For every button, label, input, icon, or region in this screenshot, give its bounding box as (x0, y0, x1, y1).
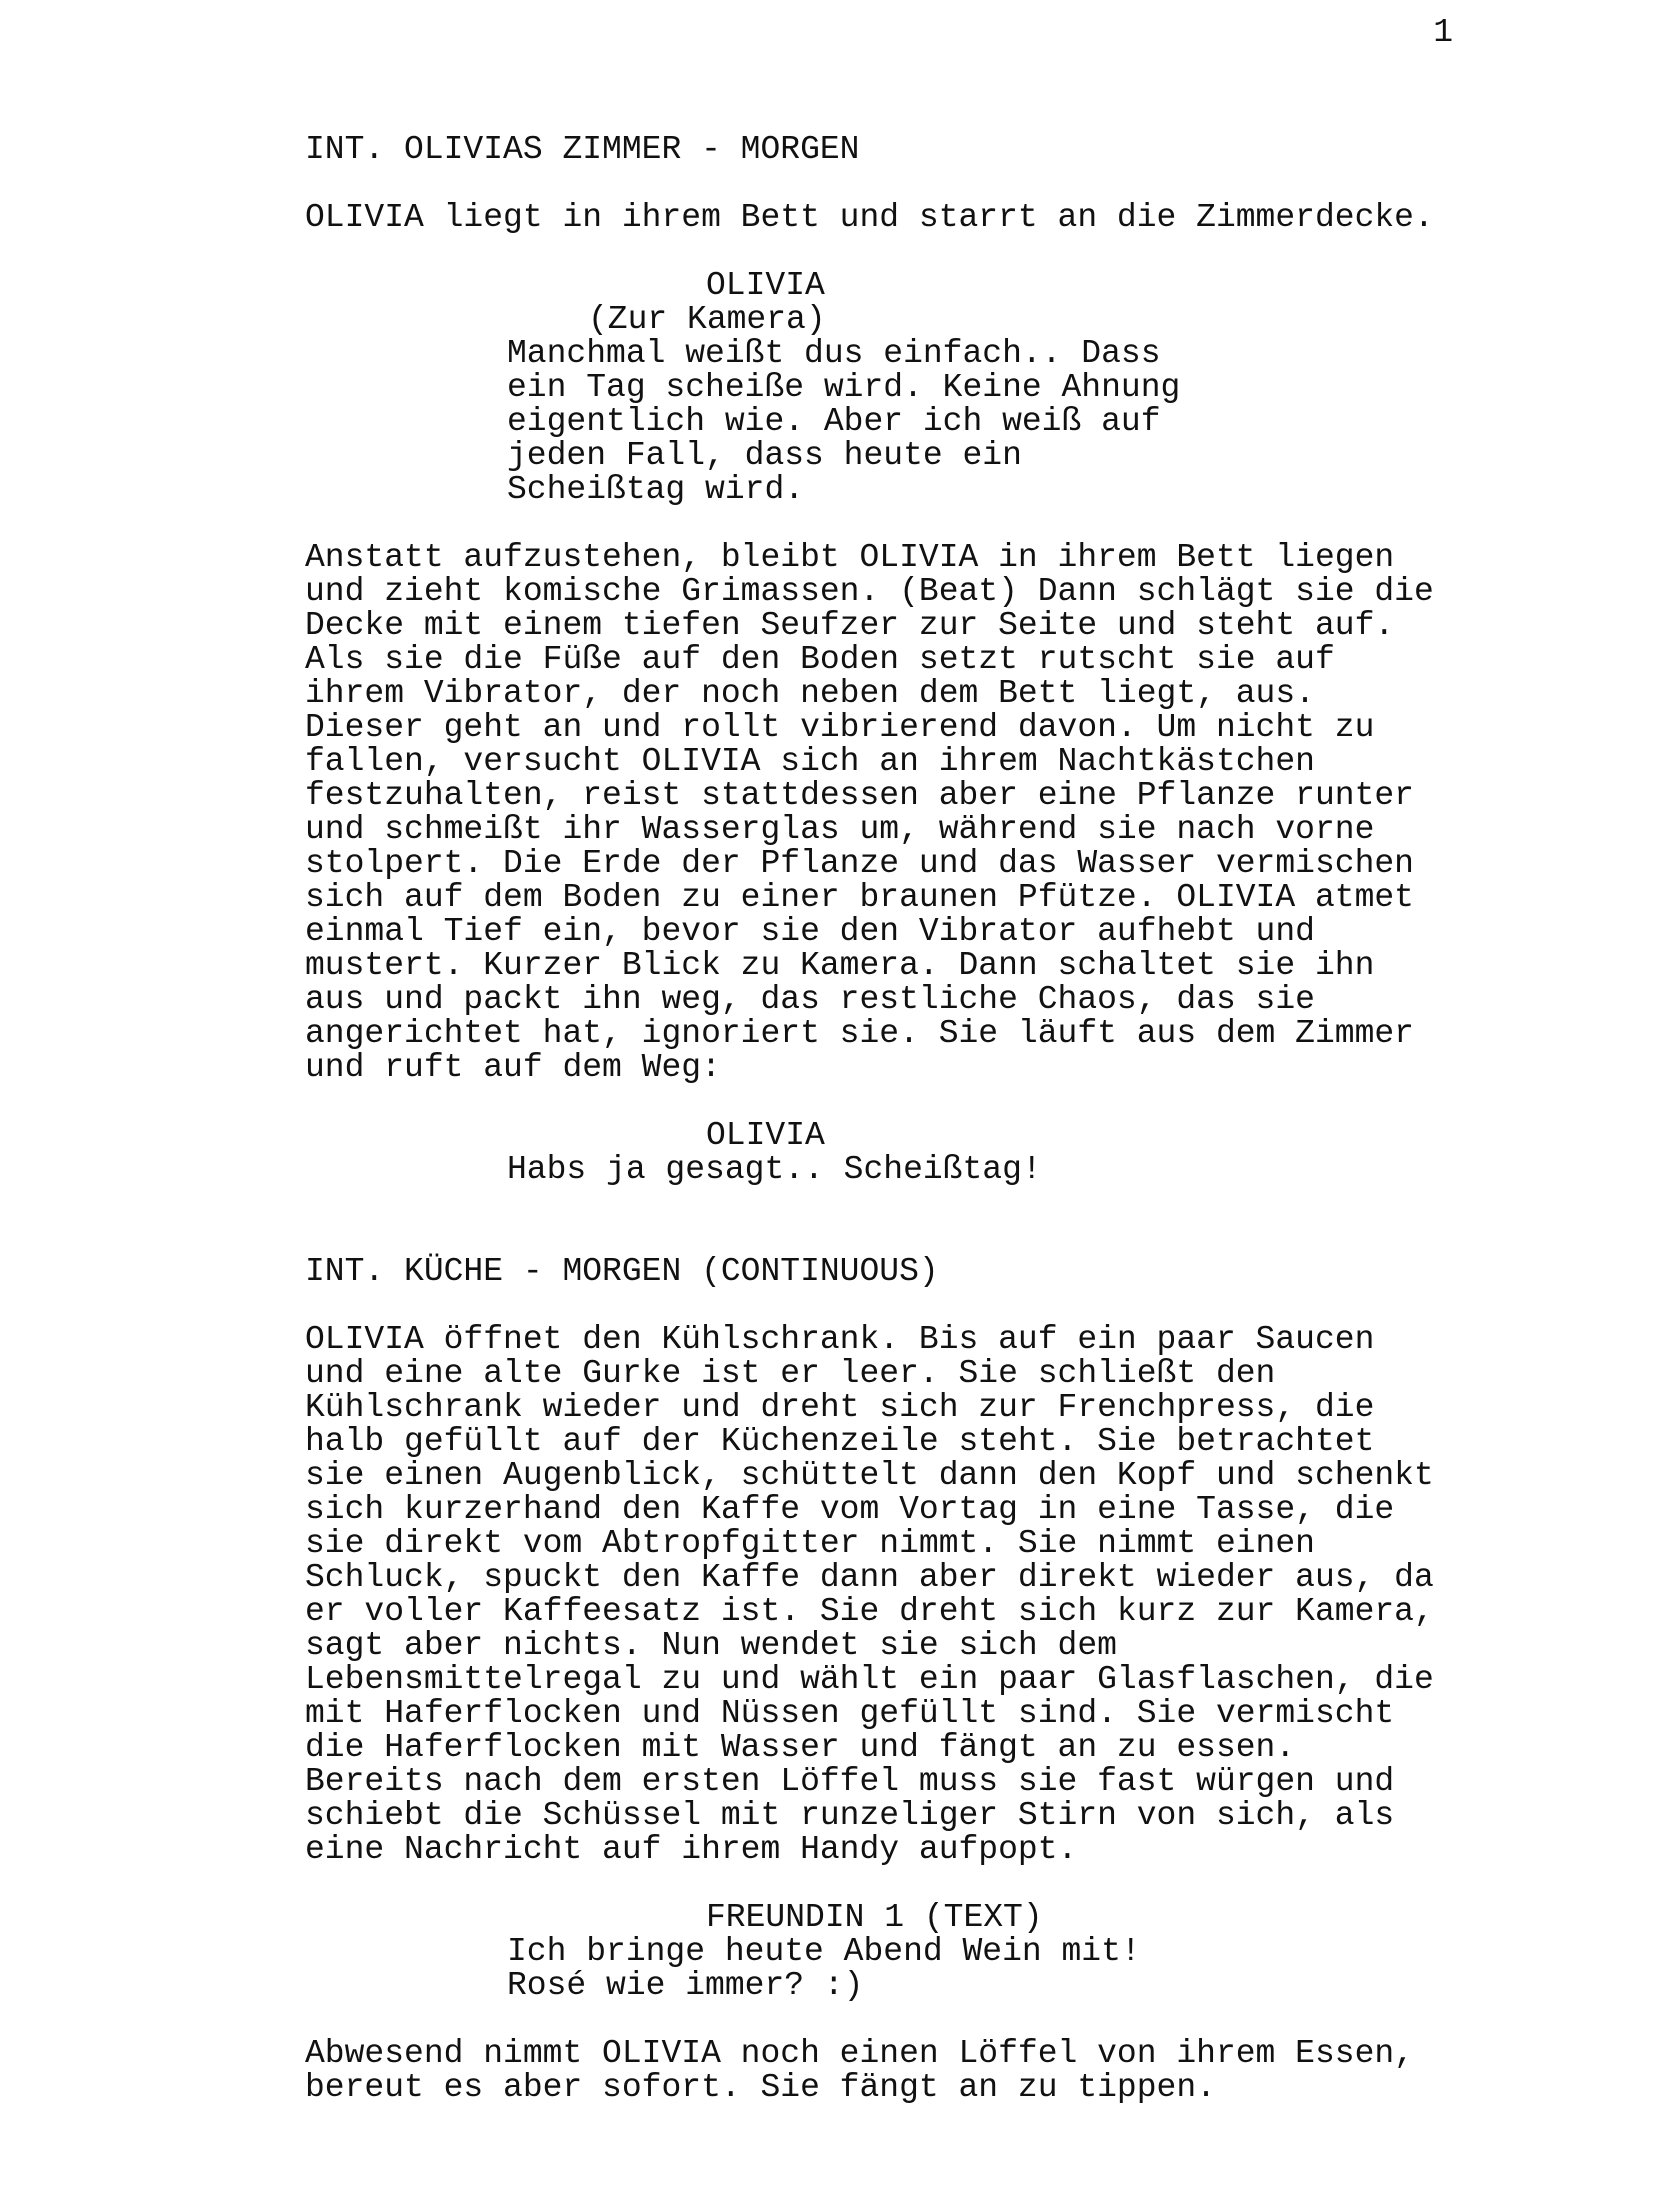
character-name-3: FREUNDIN 1 (TEXT) (706, 1899, 1043, 1936)
dialogue-2: Habs ja gesagt.. Scheißtag! (507, 1151, 1042, 1188)
character-name-2: OLIVIA (706, 1117, 825, 1154)
action-4: Abwesend nimmt OLIVIA noch einen Löffel von ihrem Essen, bereut es aber sofort. Sie fängt an zu tippen. (305, 2035, 1414, 2106)
action-3: OLIVIA öffnet den Kühlschrank. Bis auf ein paar Saucen und eine alte Gurke ist er leer. Sie schließt den Kühlschrank wieder und dreht sich zur Frenchpress, die halb gefüllt auf der Küchenzeile steht. Sie betrachtet sie einen Augenblick, schüttelt dann den Kopf und schenkt sich kurzerhand den Kaffe vom Vortag in eine Tasse, die sie direkt vom Abtropfgitter nimmt. Sie nimmt einen Schluck, spuckt den Kaffe dann aber direkt wieder aus, da er voller Kaffeesatz ist. Sie dreht sich kurz zur Kamera, sagt aber nichts. Nun wendet sie sich dem Lebensmittelregal zu und wählt ein paar Glasflaschen, die mit Haferflocken und Nüssen gefüllt sind. Sie vermischt die Haferflocken mit Wasser und fängt an zu essen. Bereits nach dem ersten Löffel muss sie fast würgen und schiebt die Schüssel mit runzeliger Stirn von sich, als eine Nachricht auf ihrem Handy aufpopt. (305, 1321, 1434, 1868)
dialogue-1: Manchmal weißt dus einfach.. Dass ein Tag scheiße wird. Keine Ahnung eigentlich wie. Aber ich weiß auf jeden Fall, dass heute ein Scheißtag wird. (507, 335, 1181, 508)
scene-heading-1: INT. OLIVIAS ZIMMER - MORGEN (305, 131, 860, 168)
scene-heading-2: INT. KÜCHE - MORGEN (CONTINUOUS) (305, 1253, 939, 1290)
page-number: 1 (1433, 14, 1453, 51)
character-name-1: OLIVIA (706, 267, 825, 304)
parenthetical-1: (Zur Kamera) (588, 301, 826, 338)
action-1: OLIVIA liegt in ihrem Bett und starrt an die Zimmerdecke. (305, 199, 1434, 236)
dialogue-3: Ich bringe heute Abend Wein mit! Rosé wie immer? :) (507, 1933, 1141, 2004)
action-2: Anstatt aufzustehen, bleibt OLIVIA in ihrem Bett liegen und zieht komische Grimassen. (Beat) Dann schlägt sie die Decke mit einem tiefen Seufzer zur Seite und steht auf. Als sie die Füße auf den Boden setzt rutscht sie auf ihrem Vibrator, der noch neben dem Bett liegt, aus. Dieser geht an und rollt vibrierend davon. Um nicht zu fallen, versucht OLIVIA sich an ihrem Nachtkästchen festzuhalten, reist stattdessen aber eine Pflanze runter und schmeißt ihr Wasserglas um, während sie nach vorne stolpert. Die Erde der Pflanze und das Wasser vermischen sich auf dem Boden zu einer braunen Pfütze. OLIVIA atmet einmal Tief ein, bevor sie den Vibrator aufhebt und mustert. Kurzer Blick zu Kamera. Dann schaltet sie ihn aus und packt ihn weg, das restliche Chaos, das sie angerichtet hat, ignoriert sie. Sie läuft aus dem Zimmer und ruft auf dem Weg: (305, 539, 1434, 1086)
